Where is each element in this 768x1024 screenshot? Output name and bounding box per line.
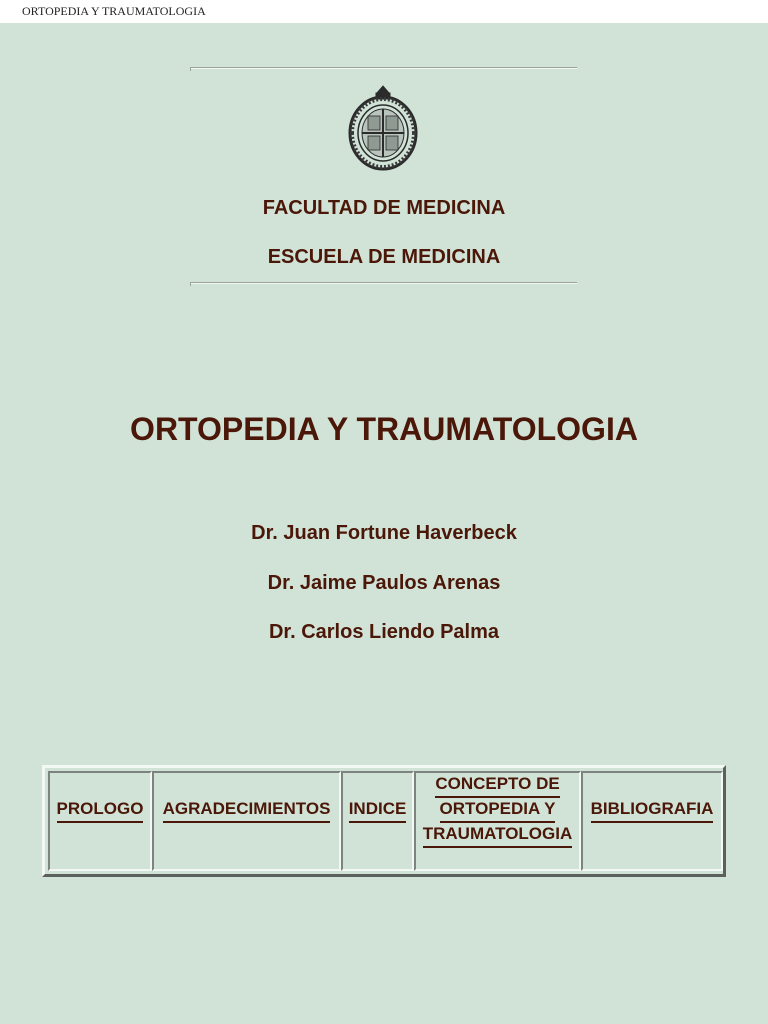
school-heading: ESCUELA DE MEDICINA (267, 246, 501, 268)
agradecimientos-link[interactable]: AGRADECIMIENTOS (154, 798, 339, 823)
author-name: Dr. Jaime Paulos Arenas (267, 572, 501, 594)
nav-cell-indice (341, 771, 414, 871)
author-name: Dr. Carlos Liendo Palma (268, 621, 500, 643)
bottom-divider (190, 282, 577, 284)
concepto-link[interactable]: CONCEPTO DE ORTOPEDIA Y TRAUMATOLOGIA (416, 773, 579, 848)
navigation-table (42, 765, 726, 877)
page-title: ORTOPEDIA Y TRAUMATOLOGIA (130, 411, 638, 447)
tab-bar (0, 0, 768, 23)
university-seal-icon (346, 83, 420, 171)
nav-cell-prologo (48, 771, 152, 871)
indice-link[interactable]: INDICE (343, 798, 412, 823)
nav-cell-agradecimientos (152, 771, 341, 871)
faculty-heading: FACULTAD DE MEDICINA (262, 197, 506, 219)
tab-title: ORTOPEDIA Y TRAUMATOLOGIA (22, 4, 206, 18)
top-divider (190, 67, 577, 69)
nav-cell-concepto (414, 771, 581, 871)
prologo-link[interactable]: PROLOGO (50, 798, 150, 823)
nav-cell-bibliografia (581, 771, 723, 871)
bibliografia-link[interactable]: BIBLIOGRAFIA (583, 798, 721, 823)
author-name: Dr. Juan Fortune Haverbeck (251, 522, 517, 544)
